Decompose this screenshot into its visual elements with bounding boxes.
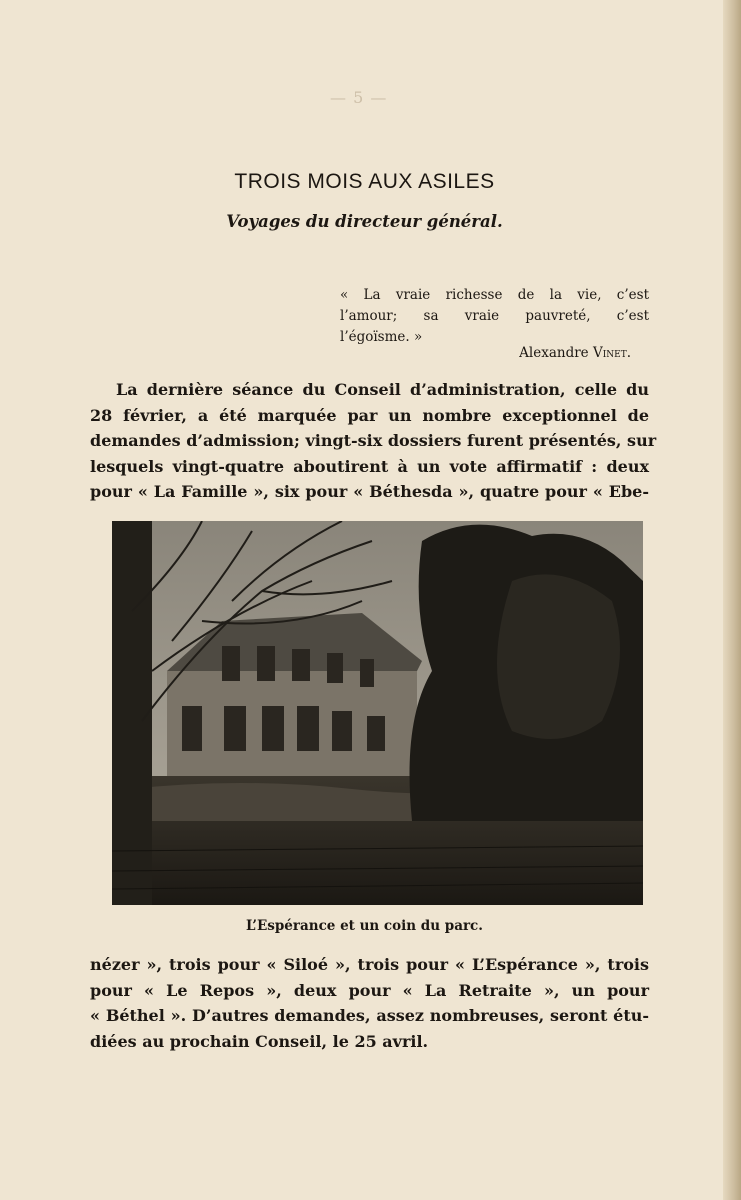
author-last-name: Vinet. [592, 345, 631, 361]
epigraph [340, 285, 649, 348]
text-line: demandes d’admission; vingt-six dossiers furent présentés, sur [90, 431, 657, 450]
page-number: — 5 — [330, 88, 388, 107]
epigraph-line: l’amour; sa vraie pauvreté, c’est [340, 308, 649, 324]
text-line: pour « Le Repos », deux pour « La Retraite », un pour [90, 980, 649, 1000]
text-line: lesquels vingt-quatre aboutirent à un vote affirmatif : deux [90, 456, 649, 476]
paragraph-2 [90, 952, 649, 1054]
article-title: TROIS MOIS AUX ASILES [234, 170, 495, 193]
text-line: La dernière séance du Conseil d’administration, celle du [116, 380, 649, 399]
text-line: pour « La Famille », six pour « Béthesda », quatre pour « Ebe- [90, 482, 649, 501]
text-line: diées au prochain Conseil, le 25 avril. [90, 1031, 429, 1051]
paragraph-1 [90, 377, 657, 505]
text-line: « Béthel ». D’autres demandes, assez nombreuses, seront étu- [90, 1006, 649, 1025]
article-subtitle: Voyages du directeur général. [226, 212, 503, 231]
text-line: nézer », trois pour « Siloé », trois pour « L’Espérance », trois [90, 955, 649, 974]
epigraph-line: l’égoïsme. » [340, 329, 423, 345]
epigraph-author [340, 345, 631, 361]
text-line: 28 février, a été marquée par un nombre exceptionnel de [90, 405, 649, 425]
house-photograph [112, 521, 643, 905]
epigraph-line: « La vraie richesse de la vie, c’est [340, 287, 649, 303]
author-first-name: Alexandre [519, 345, 589, 361]
photo-caption: L’Espérance et un coin du parc. [246, 918, 483, 934]
